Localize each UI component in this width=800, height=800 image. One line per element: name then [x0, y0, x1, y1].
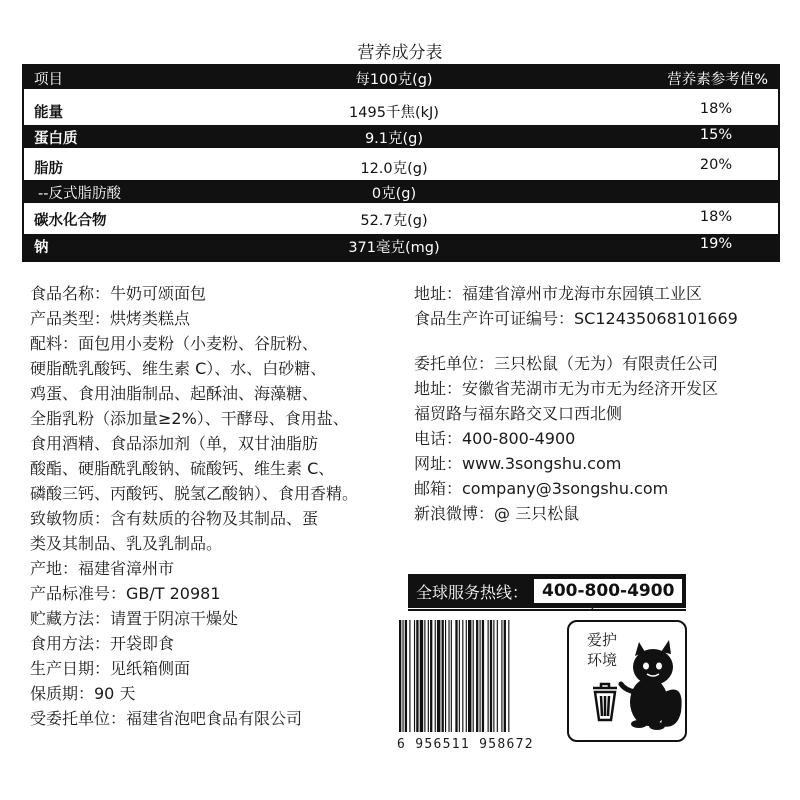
nutrient-name: 钠: [34, 240, 49, 256]
barcode-bar: [405, 620, 407, 732]
barcode-bar: [468, 620, 471, 732]
info-line: 网址：www.3songshu.com: [414, 454, 622, 473]
nutrient-name: 碳水化合物: [34, 213, 107, 229]
eco-text: [587, 630, 617, 670]
barcode-bar: [416, 620, 418, 732]
info-line: 磷酸三钙、丙酸钙、脱氢乙酸钠）、食用香精。: [30, 484, 359, 503]
nutrition-row: [24, 99, 778, 122]
barcode-bar: [442, 620, 444, 732]
header-per100g: 每100克(g): [355, 72, 433, 88]
nutrient-per100g: 1495千焦(kJ): [349, 105, 439, 121]
barcode-bar: [451, 620, 452, 732]
nutrient-per100g: 12.0克(g): [360, 161, 428, 177]
barcode-bar: [497, 620, 498, 732]
info-line: 受委托单位：福建省泡吧食品有限公司: [30, 709, 303, 728]
header-item: 项目: [34, 72, 63, 88]
nutrition-header-row: [24, 66, 778, 89]
info-line: 食品生产许可证编号：SC12435068101669: [414, 309, 738, 328]
nutrient-per100g: 9.1克(g): [364, 131, 424, 147]
barcode-bar: [448, 620, 449, 732]
barcode-bar: [493, 620, 494, 732]
barcode-bar: [480, 620, 481, 732]
info-line: 产品标准号：GB/T 20981: [30, 584, 221, 603]
barcode-bar: [437, 620, 440, 732]
info-line: 产地：福建省漳州市: [30, 559, 175, 578]
barcode-bar: [490, 620, 492, 732]
info-line: 新浪微博：@ 三只松鼠: [414, 504, 580, 523]
nutrition-row: [24, 207, 778, 230]
product-info: [30, 281, 395, 731]
barcode-bar: [476, 620, 478, 732]
info-line: 生产日期：见纸箱侧面: [30, 659, 191, 678]
barcode-bar: [462, 620, 463, 732]
info-line: 食用方法：开袋即食: [30, 634, 175, 653]
barcode-bar: [455, 620, 457, 732]
info-line: 邮箱：company@3songshu.com: [414, 479, 669, 498]
eco-line2: 环境: [587, 651, 618, 669]
nutrient-nrv: 20%: [699, 157, 733, 173]
barcode-bar: [445, 620, 446, 732]
info-line: 地址：安徽省芜湖市无为市无为经济开发区: [414, 379, 719, 398]
info-line: 地址：福建省漳州市龙海市东园镇工业区: [414, 284, 703, 303]
barcode-bar: [504, 620, 506, 732]
barcode-bar: [459, 620, 460, 732]
info-line: 酸酯、硬脂酰乳酸钠、硫酸钙、维生素 C、: [30, 459, 335, 478]
info-line: 食用酒精、食品添加剂（单，双甘油脂肪: [30, 434, 319, 453]
info-line: 食品名称：牛奶可颂面包: [30, 284, 207, 303]
nutrient-per100g: 52.7克(g): [360, 213, 428, 229]
info-line: 电话：400-800-4900: [414, 429, 576, 448]
nutrient-per100g: 371毫克(mg): [348, 240, 440, 256]
nutrient-nrv: 19%: [699, 236, 733, 252]
nutrition-row: [24, 234, 778, 260]
barcode-bar: [430, 620, 432, 732]
barcode-bar: [501, 620, 502, 732]
barcode-bar: [488, 620, 489, 732]
eco-line1: 爱护: [587, 631, 618, 649]
header-nrv: 营养素参考值%: [667, 72, 768, 88]
barcode-bar: [414, 620, 415, 732]
barcode: [397, 620, 557, 734]
info-line: 硬脂酰乳酸钙、维生素 C）、水、白砂糖、: [30, 359, 327, 378]
service-hotline: [408, 574, 686, 608]
nutrient-nrv: 18%: [699, 101, 733, 117]
barcode-bar: [466, 620, 467, 732]
barcode-bar: [508, 620, 509, 732]
info-line: 产品类型：烘烤类糕点: [30, 309, 191, 328]
arrow-icon: ⇠: [590, 600, 601, 614]
barcode-bar: [435, 620, 436, 732]
barcode-bar: [409, 620, 410, 732]
nutrient-name: 蛋白质: [34, 131, 78, 147]
nutrition-table: [22, 64, 780, 262]
barcode-bar: [473, 620, 474, 732]
nutrition-row: [24, 155, 778, 178]
nutrition-row: [24, 125, 778, 148]
nutrient-nrv: 15%: [699, 127, 733, 143]
manufacturer-info: [414, 281, 784, 526]
info-line: 委托单位：三只松鼠（无为）有限责任公司: [414, 354, 719, 373]
hotline-number: 400-800-4900: [534, 579, 682, 603]
barcode-bar: [399, 620, 401, 732]
barcode-bar: [420, 620, 423, 732]
barcode-bar: [428, 620, 429, 732]
hotline-label: 全球服务热线：: [416, 582, 529, 602]
nutrition-row: [24, 180, 778, 203]
info-line: 鸡蛋、食用油脂制品、起酥油、海藻糖、: [30, 384, 319, 403]
divider: [408, 609, 686, 611]
barcode-bar: [424, 620, 425, 732]
barcode-bar: [402, 620, 403, 732]
info-line: 类及其制品、乳及乳制品。: [30, 534, 223, 553]
info-line: 配料：面包用小麦粉（小麦粉、谷朊粉、: [30, 334, 319, 353]
barcode-bar: [482, 620, 484, 732]
nutrient-name: --反式脂肪酸: [38, 186, 121, 202]
nutrition-title: 营养成分表: [357, 43, 443, 63]
info-line: 福贸路与福东路交叉口西北侧: [414, 404, 623, 423]
barcode-number: 6 956511 958672: [397, 737, 534, 752]
info-line: 保质期：90 天: [30, 684, 136, 703]
info-line: 全脂乳粉（添加量≥2%）、干酵母、食用盐、: [30, 409, 349, 428]
info-line: 贮藏方法：请置于阴凉干燥处: [30, 609, 239, 628]
info-line: 致敏物质：含有麸质的谷物及其制品、蛋: [30, 509, 319, 528]
eco-badge: [567, 620, 687, 742]
nutrient-name: 脂肪: [34, 161, 63, 177]
nutrient-nrv: 18%: [699, 209, 733, 225]
nutrient-name: 能量: [34, 105, 63, 121]
nutrient-per100g: 0克(g): [371, 186, 417, 202]
